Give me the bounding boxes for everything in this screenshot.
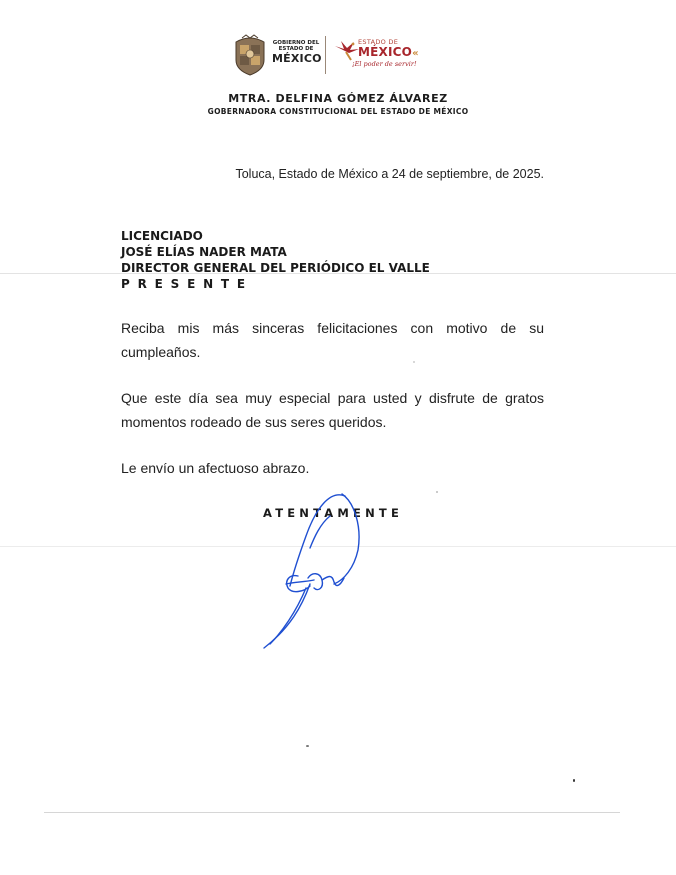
brand-name-text: MÉXICO	[358, 45, 413, 59]
closing-atentamente: ATENTAMENTE	[263, 506, 404, 520]
logo-divider	[325, 36, 326, 74]
brand-name	[358, 45, 419, 59]
recipient-presente: PRESENTE	[121, 277, 253, 291]
scan-speck	[436, 491, 438, 493]
body-paragraph-1: Reciba mis más sinceras felicitaciones con motivo de su cumpleaños.	[121, 320, 544, 360]
chevrons-icon: «	[412, 48, 419, 59]
coat-of-arms-icon	[232, 34, 268, 76]
recipient-position: DIRECTOR GENERAL DEL PERIÓDICO EL VALLE	[121, 261, 430, 275]
recipient-name: JOSÉ ELÍAS NADER MATA	[121, 245, 287, 259]
brand-tagline: ¡El poder de servir!	[352, 60, 417, 68]
brand-small-text: ESTADO DE	[358, 38, 399, 46]
scan-speck	[573, 779, 575, 782]
brand-logo	[332, 36, 432, 78]
scan-artifact-line	[44, 812, 620, 813]
governor-title: GOBERNADORA CONSTITUCIONAL DEL ESTADO DE MÉXICO	[207, 107, 469, 116]
recipient-block	[121, 228, 430, 292]
handwritten-signature	[250, 488, 380, 653]
gov-line-1: GOBIERNO DEL	[272, 40, 320, 46]
body-paragraph-3: Le envío un afectuoso abrazo.	[121, 460, 310, 476]
scan-speck	[306, 745, 309, 747]
header-logos	[232, 34, 432, 80]
date-line: Toluca, Estado de México a 24 de septiembre, de 2025.	[235, 167, 544, 181]
governor-name: MTRA. DELFINA GÓMEZ ÁLVAREZ	[228, 92, 448, 105]
gov-line-2: ESTADO DE	[278, 45, 314, 52]
government-wordmark	[272, 41, 320, 64]
body-paragraph-2: Que este día sea muy especial para usted y disfrute de gratos momentos rodeado de sus seres queridos.	[121, 390, 544, 430]
recipient-title: LICENCIADO	[121, 229, 203, 243]
gov-line-3: MÉXICO	[272, 51, 322, 65]
